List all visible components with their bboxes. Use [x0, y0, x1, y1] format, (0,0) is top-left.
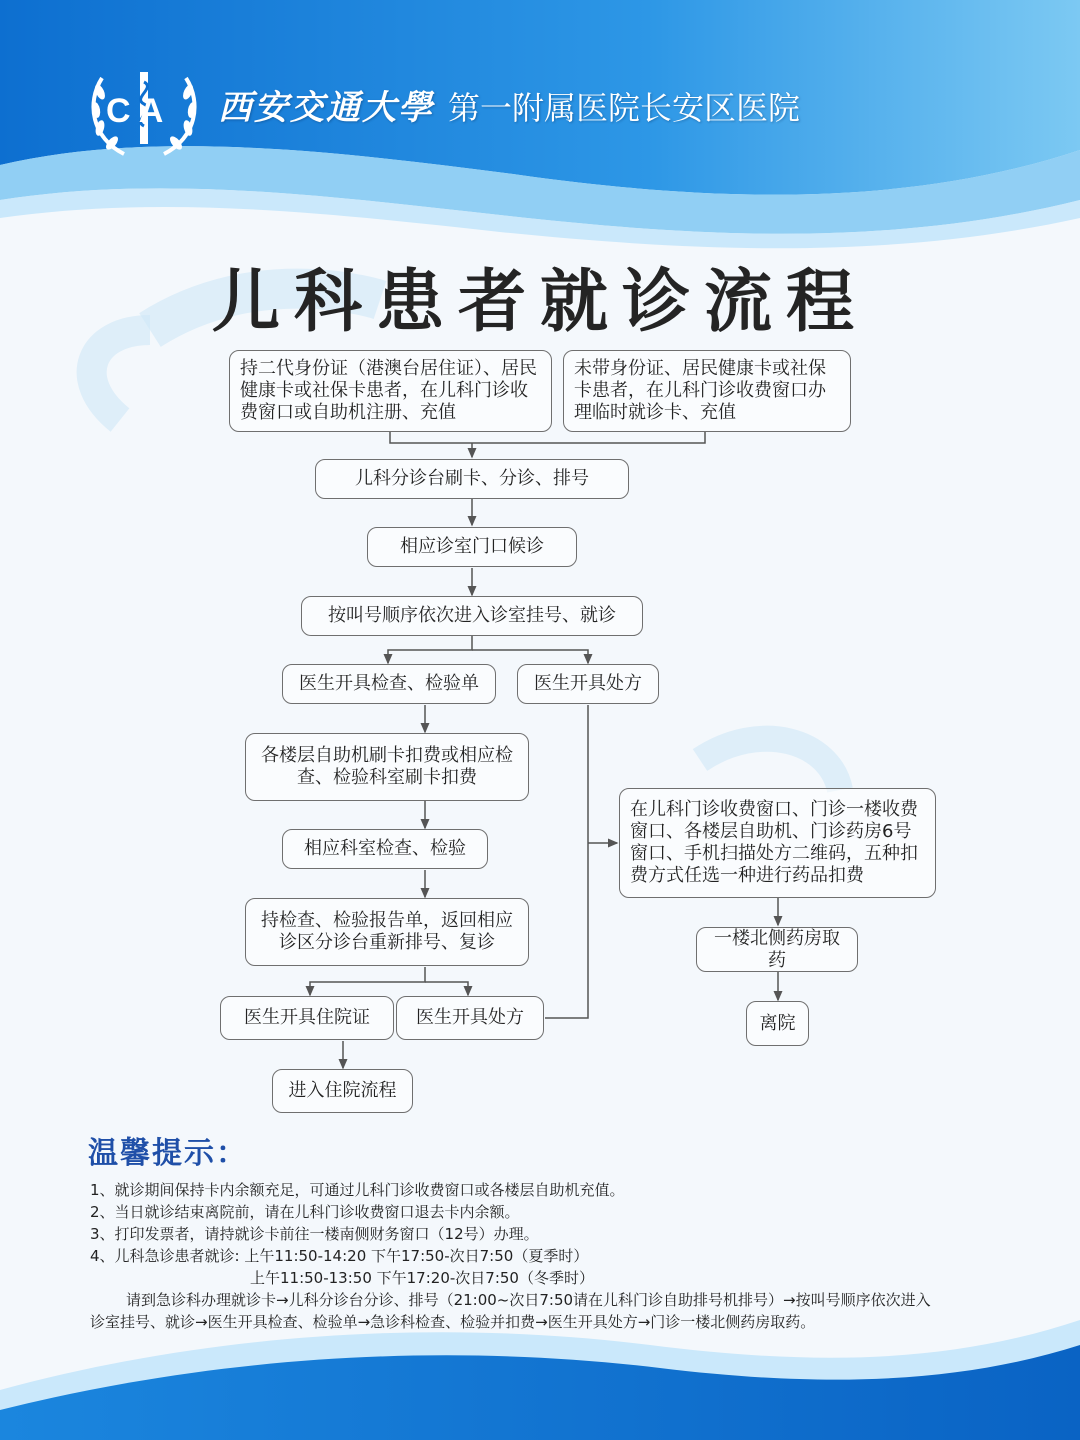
step-triage: 儿科分诊台刷卡、分诊、排号: [315, 459, 629, 499]
tip-line-3: 3、打印发票者，请持就诊卡前往一楼南侧财务窗口（12号）办理。: [90, 1225, 539, 1243]
arrow-to-prescription-a: [472, 650, 588, 663]
step-prescription-b: 医生开具处方: [396, 996, 544, 1040]
step-pay-exam: 各楼层自助机刷卡扣费或相应检查、检验科室刷卡扣费: [245, 733, 529, 801]
connector-start-merge: [390, 431, 705, 443]
step-admission-flow: 进入住院流程: [272, 1069, 413, 1113]
page-title: 儿科患者就诊流程: [211, 263, 868, 342]
step-exam-order: 医生开具检查、检验单: [282, 664, 496, 704]
step-return-report: 持检查、检验报告单，返回相应诊区分诊台重新排号、复诊: [245, 898, 529, 966]
step-start-with-id: 持二代身份证（港澳台居住证）、居民健康卡或社保卡患者，在儿科门诊收费窗口或自助机注册、充值: [229, 350, 552, 432]
step-wait: 相应诊室门口候诊: [367, 527, 577, 567]
tips-title: 温馨提示：: [88, 1136, 248, 1171]
step-pay-drug: 在儿科门诊收费窗口、门诊一楼收费窗口、各楼层自助机、门诊药房6号窗口、手机扫描处方二维码，五种扣费方式任选一种进行药品扣费: [619, 788, 936, 898]
tip-line-2: 2、当日就诊结束离院前，请在儿科门诊收费窗口退去卡内余额。: [90, 1203, 520, 1221]
tip-line-4: 4、儿科急诊患者就诊: 上午11:50-14:20 下午17:50-次日7:50（夏季时）: [90, 1247, 589, 1265]
connector-prescriptions: [545, 705, 588, 1018]
arrow-to-exam-order: [388, 636, 472, 663]
step-prescription-a: 医生开具处方: [517, 664, 659, 704]
step-leave: 离院: [746, 1001, 809, 1046]
arrow-to-admission-order: [310, 967, 425, 995]
tip-line-6: 请到急诊科办理就诊卡→儿科分诊台分诊、排号（21:00~次日7:50请在儿科门诊自助排号机排号）→按叫号顺序依次进入: [126, 1291, 931, 1309]
hospital-name: 第一附属医院长安区医院: [448, 89, 801, 127]
arrow-to-prescription-b: [425, 982, 468, 995]
step-pickup: 一楼北侧药房取药: [696, 927, 858, 972]
logo-letters: C A: [106, 92, 164, 130]
tip-line-5: 上午11:50-13:50 下午17:20-次日7:50（冬季时）: [250, 1269, 594, 1287]
university-name: 西安交通大學: [218, 88, 434, 128]
tip-line-1: 1、就诊期间保持卡内余额充足，可通过儿科门诊收费窗口或各楼层自助机充值。: [90, 1181, 625, 1199]
step-enter-room: 按叫号顺序依次进入诊室挂号、就诊: [301, 596, 643, 636]
step-admission-order: 医生开具住院证: [220, 996, 394, 1040]
step-start-without-id: 未带身份证、居民健康卡或社保卡患者，在儿科门诊收费窗口办理临时就诊卡、充值: [563, 350, 851, 432]
tip-line-7: 诊室挂号、就诊→医生开具检查、检验单→急诊科检查、检验并扣费→医生开具处方→门诊一楼北侧药房取药。: [90, 1313, 816, 1331]
step-do-exam: 相应科室检查、检验: [282, 829, 488, 869]
